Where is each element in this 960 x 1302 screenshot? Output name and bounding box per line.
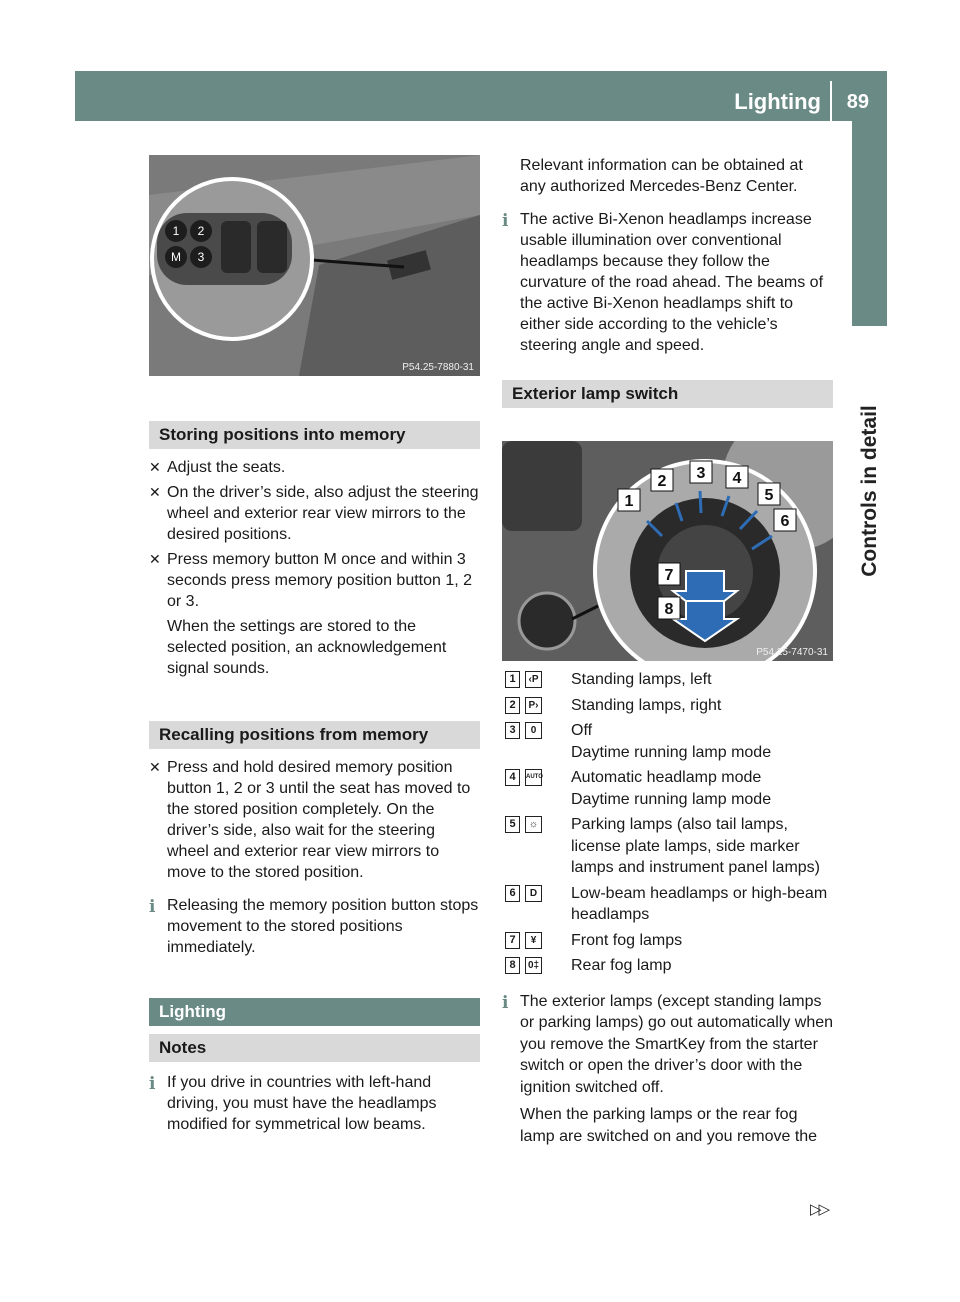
storing-step-1: ✕ Adjust the seats.: [149, 459, 286, 476]
auto-icon: AUTO: [525, 769, 542, 786]
seat-memory-illustration: [149, 155, 480, 376]
callout-5: 5: [764, 487, 774, 504]
bixenon-info: i The active Bi-Xenon headlamps increase usable illumination over conventional headlamps because they follow the curvature of the road ahead. The beams of the active Bi-Xenon headlamps shift to either side according to the vehicle’s steering angle and speed.: [502, 211, 824, 354]
callout-3: 3: [696, 465, 706, 482]
storing-step-2: ✕ On the driver’s side, also adjust the steering wheel and exterior rear view mirrors to the desired positions.: [149, 484, 479, 543]
off-icon: 0: [525, 722, 542, 739]
callout-8: 8: [664, 601, 674, 618]
page-number: 89: [846, 91, 869, 113]
legend-row-6: 6 D Low-beam headlamps or high-beam headlamps: [505, 883, 836, 926]
seat-button-1: 1: [172, 224, 180, 238]
seat-button-m: M: [171, 250, 181, 264]
recalling-step-1: ✕ Press and hold desired memory position button 1, 2 or 3 until the seat has moved to the stored position completely. On the driver’s side, also wait for the steering wheel and exterior rear view mirrors to move to the stored position.: [149, 759, 471, 881]
legend-row-3: 3 0 Off Daytime running lamp mode: [505, 720, 836, 763]
seat-memory-photo: [149, 155, 480, 376]
right-column-top: [502, 155, 833, 408]
callout-6: 6: [780, 513, 790, 530]
step-arrow-icon: ✕: [149, 484, 161, 500]
callout-4: 4: [732, 470, 742, 487]
intro-text: Relevant information can be obtained at any authorized Mercedes-Benz Center.: [520, 157, 803, 195]
parking-lamps-icon: ☼: [525, 816, 542, 833]
step-arrow-icon: ✕: [149, 459, 161, 475]
legend-row-8: 8 0‡ Rear fog lamp: [505, 955, 836, 977]
notes-info: i If you drive in countries with left-hand driving, you must have the headlamps modified for symmetrical low beams.: [149, 1074, 437, 1133]
legend-row-2: 2 P› Standing lamps, right: [505, 695, 836, 717]
continue-arrows-icon: ▷▷: [810, 1201, 828, 1218]
photo-code: P54.25-7880-31: [402, 362, 474, 373]
lamp-switch-photo: [502, 441, 833, 661]
legend-row-5: 5 ☼ Parking lamps (also tail lamps, license plate lamps, side marker lamps and instrument panel lamps): [505, 814, 836, 879]
legend-row-1: 1 ‹P Standing lamps, left: [505, 669, 836, 691]
standing-left-icon: ‹P: [525, 671, 542, 688]
storing-note: When the settings are stored to the selected position, an acknowledgement signal sounds.: [167, 618, 447, 677]
standing-right-icon: P›: [525, 697, 542, 714]
callout-7: 7: [664, 567, 674, 584]
header-divider: [830, 81, 832, 121]
left-column: [149, 421, 480, 1135]
exterior-heading: Exterior lamp switch: [502, 380, 833, 408]
info-icon: i: [502, 211, 509, 231]
exterior-lamps-info: i The exterior lamps (except standing lamps or parking lamps) go out automatically when you remove the SmartKey from the starter switch or open the driver’s door with the ignition switched off. When the parking lamps or the rear fog lamp are switched on and you remove the: [502, 992, 834, 1145]
rear-fog-icon: 0‡: [525, 957, 542, 974]
notes-heading: Notes: [149, 1034, 480, 1062]
lamp-legend: [502, 669, 836, 1147]
side-label: Controls in detail: [857, 405, 881, 577]
low-beam-icon: D: [525, 885, 542, 902]
seat-button-3: 3: [197, 250, 205, 264]
side-tab: [852, 121, 887, 326]
recalling-info: i Releasing the memory position button stops movement to the stored positions immediately.: [149, 897, 479, 956]
lamp-switch-illustration: [502, 441, 833, 661]
callout-2: 2: [657, 473, 667, 490]
step-arrow-icon: ✕: [149, 551, 161, 567]
storing-heading: Storing positions into memory: [149, 421, 480, 449]
lighting-heading: Lighting: [149, 998, 480, 1026]
info-icon: i: [149, 897, 156, 917]
legend-row-4: 4 AUTO Automatic headlamp mode Daytime running lamp mode: [505, 767, 836, 810]
seat-button-2: 2: [197, 224, 205, 238]
callout-1: 1: [624, 493, 634, 510]
page-title: Lighting: [734, 89, 821, 114]
photo-code: P54.25-7470-31: [756, 647, 828, 658]
info-icon: i: [502, 992, 509, 1013]
legend-row-7: 7 ¥ Front fog lamps: [505, 930, 836, 952]
recalling-heading: Recalling positions from memory: [149, 721, 480, 749]
front-fog-icon: ¥: [525, 932, 542, 949]
page-header: [75, 71, 887, 121]
step-arrow-icon: ✕: [149, 759, 161, 775]
storing-step-3: ✕ Press memory button M once and within 3 seconds press memory position button 1, 2 or 3.: [149, 551, 473, 610]
info-icon: i: [149, 1074, 156, 1094]
